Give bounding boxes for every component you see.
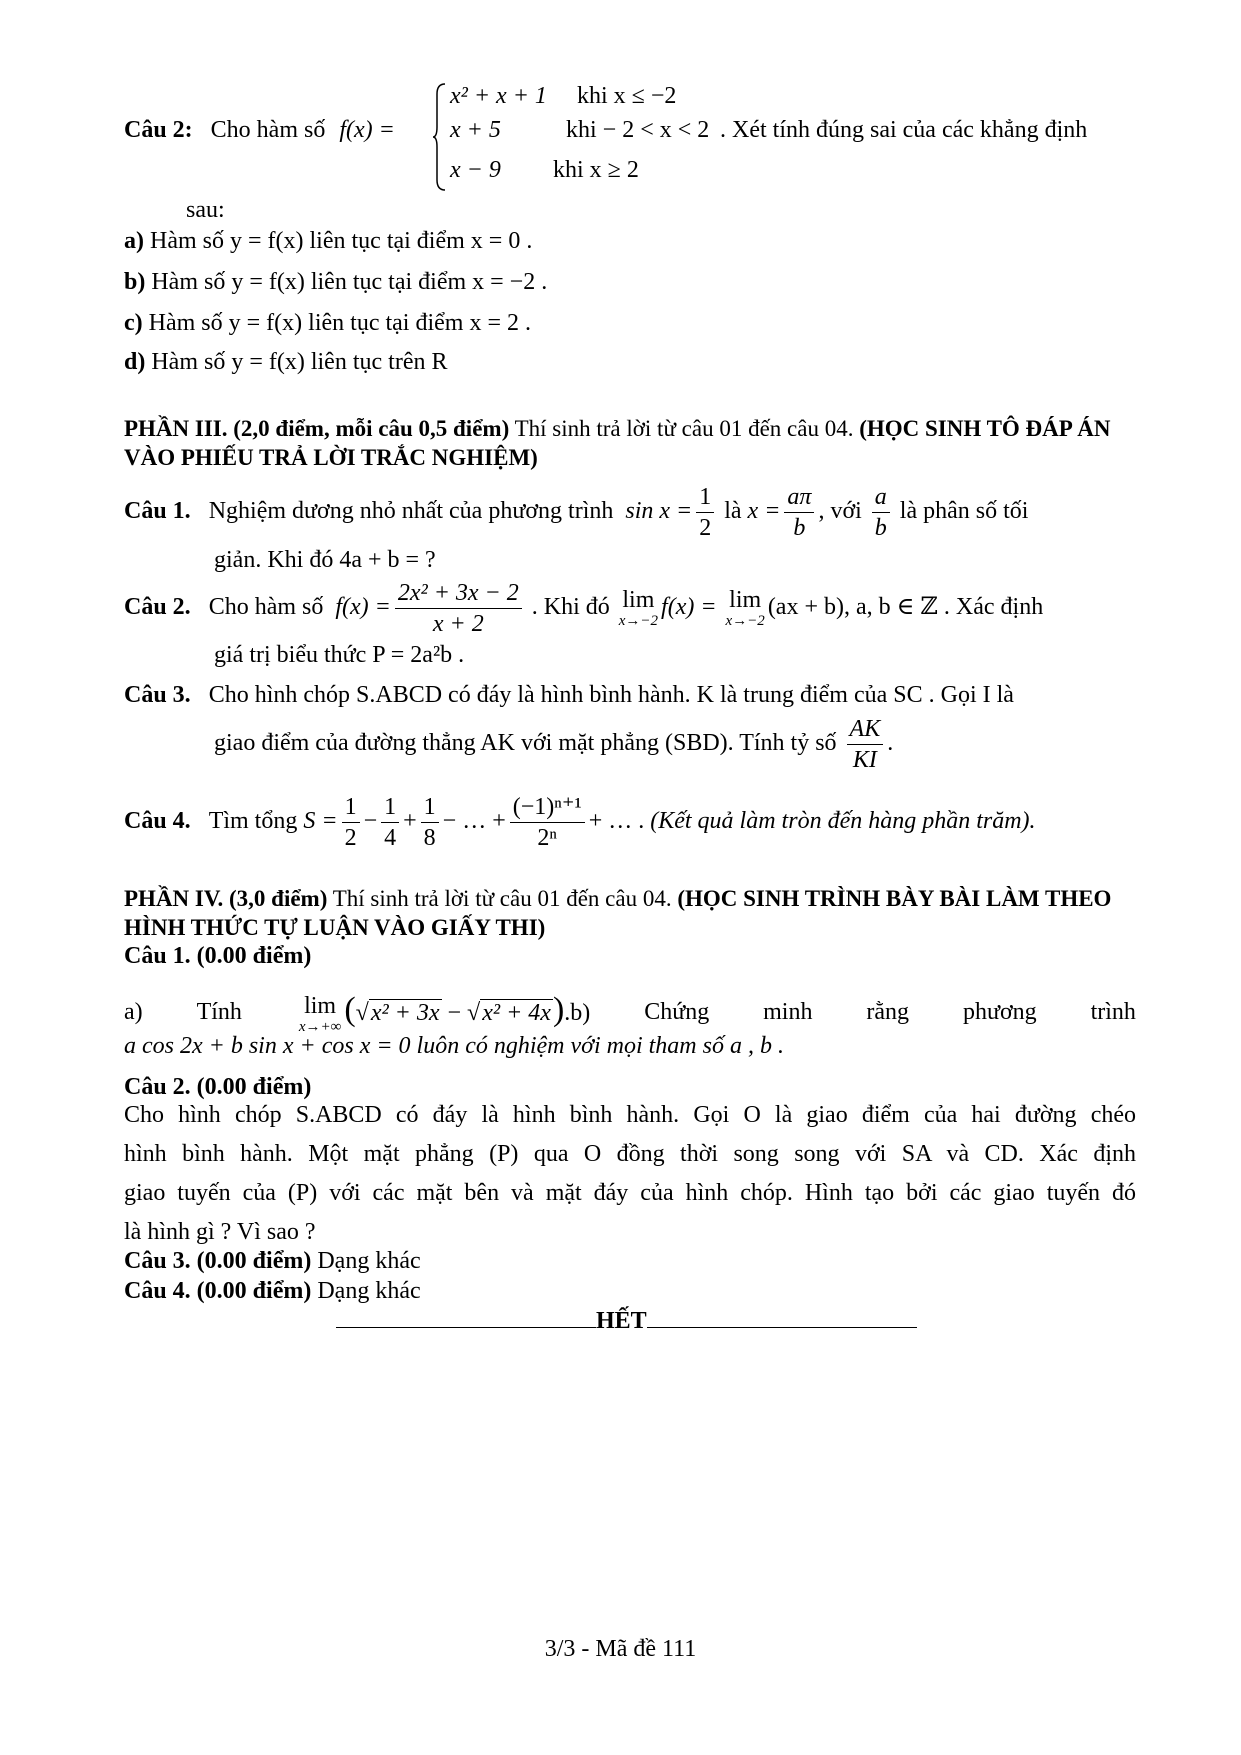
q2-item-a	[124, 226, 532, 256]
p3-c1-label: Câu 1.	[124, 498, 191, 524]
fraction	[510, 792, 585, 853]
limit-word: lim	[304, 993, 337, 1020]
p3-c4-note: (Kết quả làm tròn đến hàng phần trăm).	[650, 808, 1036, 834]
p3-c2-text: . Khi đó	[531, 594, 610, 620]
q2-item-text: Hàm số y = f(x) liên tục tại điểm x = 0 .	[150, 228, 533, 254]
p3-c1-text: , với	[818, 498, 862, 524]
fraction	[872, 482, 890, 543]
fraction-denominator: b	[874, 514, 887, 541]
p4-c2-head: Câu 2. (0.00 điểm)	[124, 1074, 312, 1100]
limit-sub: x→−2	[725, 613, 765, 630]
p4-c4-head: Câu 4. (0.00 điểm)	[124, 1278, 312, 1304]
fraction-numerator: aπ	[784, 482, 814, 513]
q2-item-c	[124, 308, 531, 338]
q2-item-d	[124, 347, 447, 377]
p3-c2-line1	[124, 572, 1043, 642]
limit-word: lim	[729, 587, 762, 614]
p3-c2-fx: f(x) =	[335, 594, 391, 620]
operator: −	[363, 808, 378, 834]
p4-c1-word: phương	[962, 998, 1037, 1025]
limit	[619, 587, 658, 629]
p3-c3-line2	[214, 708, 893, 778]
q2-piece-cond-1: khi x ≤ −2	[577, 83, 677, 109]
p4-c2-line: hình bình hành. Một mặt phẳng (P) qua O đồng thời song song với SA và CD. Xác định	[124, 1141, 1136, 1167]
q2-piece-cond-2: khi − 2 < x < 2	[566, 117, 710, 143]
q2-piece-expr-2: x + 5	[450, 117, 501, 143]
p4-c1-a: a)	[124, 998, 143, 1025]
p4-c1-line2: a cos 2x + b sin x + cos x = 0 luôn có nghiệm với mọi tham số a , b .	[124, 1033, 784, 1059]
p4-c2-body	[124, 1096, 1136, 1252]
p4-c1-word: Chứng	[644, 998, 710, 1025]
q2-piece-expr-1: x² + x + 1	[450, 83, 547, 109]
p3-c2-text: Cho hàm số	[208, 594, 324, 620]
part3-desc: Thí sinh trả lời từ câu 01 đến câu 04.	[509, 416, 860, 441]
p4-c3-head: Câu 3. (0.00 điểm)	[124, 1248, 312, 1274]
p4-c1-limit-expr: lim x→+∞ (√x² + 3x − √x² + 4x).b)	[298, 991, 591, 1036]
p4-c1-head: Câu 1. (0.00 điểm)	[124, 943, 312, 969]
p3-c2-mid: f(x) =	[661, 594, 717, 620]
fraction-denominator: 8	[423, 824, 436, 851]
fraction	[784, 482, 814, 543]
p3-c1-text: là phân số tối	[899, 498, 1029, 524]
fraction-numerator: AK	[847, 714, 884, 745]
fraction-numerator: 1	[381, 792, 399, 823]
fraction-denominator: b	[793, 514, 806, 541]
part4-heading	[124, 884, 1136, 942]
q2-item-label: c)	[124, 310, 143, 336]
limit	[299, 993, 341, 1035]
fraction-denominator: KI	[852, 746, 877, 773]
p4-c4	[124, 1276, 421, 1306]
operator: + … .	[588, 808, 645, 834]
q2-item-label: d)	[124, 349, 146, 375]
part3-title: PHẦN III. (2,0 điểm, mỗi câu 0,5 điểm)	[124, 416, 510, 441]
divider	[336, 1325, 596, 1328]
fraction-numerator: a	[872, 482, 890, 513]
q2-item-text: Hàm số y = f(x) liên tục trên R	[151, 349, 448, 375]
part3-heading	[124, 414, 1136, 472]
p3-c4-line	[124, 783, 1036, 859]
fraction-denominator: 2	[344, 824, 357, 851]
sqrt-radicand: x² + 3x	[370, 1000, 440, 1026]
part4-desc: Thí sinh trả lời từ câu 01 đến câu 04.	[327, 886, 678, 911]
fraction	[847, 714, 884, 775]
limit-word: lim	[622, 587, 655, 614]
fraction-denominator: 2ⁿ	[537, 824, 557, 851]
p3-c3-text: Cho hình chóp S.ABCD có đáy là hình bình hành. K là trung điểm của SC . Gọi I là	[208, 682, 1014, 708]
fraction-numerator: (−1)ⁿ⁺¹	[510, 792, 585, 823]
p3-c4-text: Tìm tổng	[208, 808, 298, 834]
fraction-numerator: 1	[421, 792, 439, 823]
p4-c3	[124, 1246, 421, 1276]
p4-c2-line: là hình gì ? Vì sao ?	[124, 1219, 316, 1245]
operator: − … +	[442, 808, 506, 834]
p3-c1-line1	[124, 476, 1028, 546]
p4-c1-word: rằng	[866, 998, 910, 1025]
p3-c2-end: (ax + b), a, b ∈ ℤ . Xác định	[767, 594, 1044, 620]
fraction	[381, 792, 399, 853]
fraction-numerator: 1	[342, 792, 360, 823]
part3-note: (HỌC SINH TÔ ĐÁP ÁN VÀO PHIẾU TRẢ LỜI TRẮC NGHIỆM)	[124, 416, 1111, 470]
q2-item-b	[124, 267, 547, 297]
p3-c2-label: Câu 2.	[124, 594, 191, 620]
p3-c4-s: S =	[303, 808, 338, 834]
part4-note: (HỌC SINH TRÌNH BÀY BÀI LÀM THEO HÌNH THỨC TỰ LUẬN VÀO GIẤY THI)	[124, 886, 1112, 940]
q2-label: Câu 2:	[124, 117, 193, 143]
fraction-denominator: x + 2	[432, 610, 484, 637]
fraction	[395, 578, 522, 639]
q2-item-text: Hàm số y = f(x) liên tục tại điểm x = −2 .	[151, 269, 548, 295]
p3-c2-line2: giá trị biểu thức P = 2a²b .	[214, 642, 465, 668]
p3-c1-eq1: sin x =	[625, 498, 693, 524]
q2-fx: f(x) =	[339, 117, 395, 143]
p3-c3-label: Câu 3.	[124, 682, 191, 708]
fraction	[696, 482, 714, 543]
p3-c1-eq2: x =	[747, 498, 781, 524]
p3-c3-line1	[124, 680, 1014, 710]
fraction	[421, 792, 439, 853]
p3-c4-label: Câu 4.	[124, 808, 191, 834]
limit-sub: x→+∞	[298, 1019, 342, 1036]
page-footer: 3/3 - Mã đề 111	[544, 1636, 697, 1662]
p4-c2-line: giao tuyến của (P) với các mặt bên và mặt đáy của hình chóp. Hình tạo bởi các giao tuyến đó	[124, 1180, 1136, 1206]
p4-c2-line: Cho hình chóp S.ABCD có đáy là hình bình hành. Gọi O là giao điểm của hai đường chéo	[124, 1102, 1136, 1128]
limit	[726, 587, 765, 629]
q2-lead: Cho hàm số	[210, 117, 326, 143]
q2-item-label: b)	[124, 269, 146, 295]
fraction-denominator: 2	[699, 514, 712, 541]
q2-item-text: Hàm số y = f(x) liên tục tại điểm x = 2 .	[148, 310, 531, 336]
fraction-numerator: 2x² + 3x − 2	[395, 578, 522, 609]
q2-tail2: sau:	[186, 197, 225, 223]
p4-c1-word: minh	[763, 998, 813, 1025]
limit-sub: x→−2	[618, 613, 659, 630]
part4-title: PHẦN IV. (3,0 điểm)	[124, 886, 328, 911]
p3-c3-text: giao điểm của đường thẳng AK với mặt phẳng (SBD). Tính tỷ số	[214, 730, 837, 756]
end-marker	[336, 1306, 917, 1336]
end-text: HẾT	[596, 1308, 647, 1334]
p3-c1-line2: giản. Khi đó 4a + b = ?	[214, 547, 436, 573]
fraction	[342, 792, 360, 853]
p4-c1-tinh: Tính	[196, 998, 242, 1025]
p4-c4-rest: Dạng khác	[311, 1278, 421, 1304]
q2-piece-expr-3: x − 9	[450, 157, 501, 183]
q2-tail: . Xét tính đúng sai của các khẳng định	[720, 117, 1088, 143]
q2-item-label: a)	[124, 228, 144, 254]
p4-c3-rest: Dạng khác	[311, 1248, 421, 1274]
p4-c1-b: .b)	[564, 1000, 591, 1026]
operator: +	[403, 808, 417, 834]
q2-piece-cond-3: khi x ≥ 2	[553, 157, 639, 183]
q2-line	[124, 115, 395, 145]
left-brace-icon	[432, 82, 446, 192]
p3-c3-end: .	[887, 730, 894, 756]
p4-c1-word: trình	[1090, 998, 1136, 1025]
divider	[647, 1325, 917, 1328]
p3-c1-text: là	[724, 498, 742, 524]
p3-c1-text: Nghiệm dương nhỏ nhất của phương trình	[208, 498, 614, 524]
sqrt-radicand: x² + 4x	[482, 1000, 551, 1026]
fraction-denominator: 4	[384, 824, 397, 851]
fraction-numerator: 1	[696, 482, 714, 513]
